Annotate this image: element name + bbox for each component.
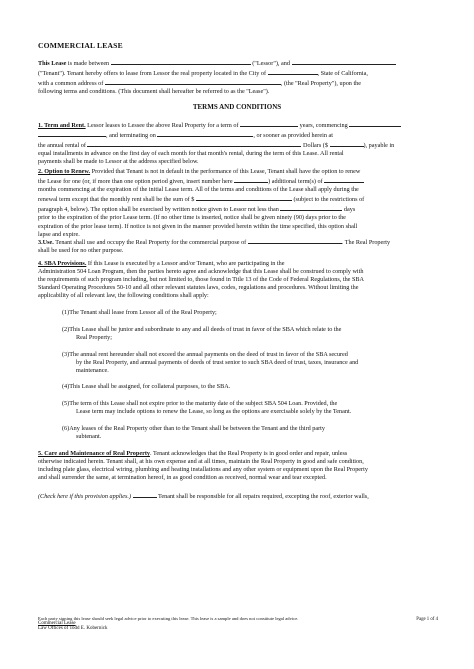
section-5-check-line xyxy=(38,491,440,501)
annual-rent-words-blank[interactable] xyxy=(87,140,301,147)
section-text: renewal term except that the monthly rent shall be the sum of $ xyxy=(38,196,195,204)
terms-heading: TERMS AND CONDITIONS xyxy=(192,103,282,111)
intro-text: ("Tenant"). Tenant hereby offers to lease from Lessor the real property located in the City of xyxy=(38,70,266,78)
section-text: payments shall be made to Lessor at the address specified below. xyxy=(38,158,199,166)
document-title: COMMERCIAL LEASE xyxy=(38,41,123,50)
section-text: and shall surrender the same, at termination hereof, in as good condition as received, normal wear and tear excepted. xyxy=(38,474,327,482)
section-text: prior to the expiration of the prior Lease term. (If no other time is inserted, notice shall be given ninety (90) days prior to the xyxy=(38,214,346,222)
intro-text: with a common address of xyxy=(38,80,104,88)
section-text: equal installments in advance on the first day of each month for that month's rental, during the term of this Lease. All rental xyxy=(38,150,344,158)
list-item: (2)This Lease shall be junior and subordinate to any and all deeds of trust in favor of the SBA which relate to the xyxy=(62,326,342,333)
address-blank[interactable] xyxy=(105,78,281,85)
sba-condition-1 xyxy=(62,309,440,317)
section-text: applicability of all relevant law, the following conditions shall apply: xyxy=(38,292,209,300)
list-item: (5)The term of this Lease shall not expire prior to the maturity date of the subject SBA 504 Loan. Provided, the xyxy=(62,400,338,407)
list-item-continued: Lease term may include options to renew the Lease, so long as the options are exercisable solely by the Tenant. xyxy=(76,408,352,416)
notice-days-blank[interactable] xyxy=(280,204,342,211)
list-item-continued: by the Real Property, and annual payments of deeds of trust senior to such SBA deed of trust, taxes, insurance and xyxy=(76,359,359,367)
sba-condition-6 xyxy=(62,425,440,441)
section-text: the Lease for one (or, if more than one option period given, insert number here xyxy=(38,178,233,186)
section-5 xyxy=(38,450,440,482)
lessor-blank[interactable] xyxy=(111,58,251,65)
list-item: (3)The annual rent hereunder shall not exceed the annual payments on the deed of trust in favor of the SBA secured xyxy=(62,351,348,358)
section-text: days xyxy=(343,206,356,214)
list-item: (4)This Lease shall be assigned, for collateral purposes, to the SBA. xyxy=(62,383,231,390)
section-text: months commencing at the expiration of the initial Lease term. All of the terms and conditions of the Lease shall apply during the xyxy=(38,186,359,194)
section-3 xyxy=(38,237,440,255)
intro-text: is made between xyxy=(66,60,110,67)
section-text: paragraph 4, below). The option shall be exercised by written notice given to Lessor not less than xyxy=(38,206,279,214)
section-1 xyxy=(38,120,440,166)
option-count-blank[interactable] xyxy=(234,176,268,183)
section-text: the requirements of such program including, but not limited to, those found in Title 13 of the Code of Federal Regulations, the SBA xyxy=(38,276,365,284)
section-text: . The Real Property xyxy=(341,239,391,246)
intro-paragraph xyxy=(38,58,440,96)
intro-text: , (the "Real Property"), upon the xyxy=(280,80,362,88)
section-text: Tenant shall be responsible for all repairs required, excepting the roof, exterior walls, xyxy=(158,493,369,500)
section-3-heading: 3.Use. xyxy=(38,239,54,246)
section-text: years, commencing xyxy=(299,122,348,129)
section-text: ), payable in xyxy=(363,142,395,150)
sba-condition-5 xyxy=(62,400,440,416)
section-text: If this Lease is executed by a Lessor and/or Tenant, who are participating in the xyxy=(86,260,285,267)
intro-text: , State of California, xyxy=(317,70,368,78)
list-item-continued: subtenant. xyxy=(76,433,102,441)
section-text: Provided that Tenant is not in default in the performance of this Lease, Tenant shall have the option to renew xyxy=(90,168,361,175)
city-blank[interactable] xyxy=(268,68,318,75)
section-text: Tenant shall use and occupy the Real Property for the commercial purpose of xyxy=(53,239,247,246)
tenant-blank[interactable] xyxy=(292,58,396,65)
section-text: shall be used for no other purpose. xyxy=(38,247,124,255)
annual-rent-amount-blank[interactable] xyxy=(330,140,364,147)
section-5-heading: 5. Care and Maintenance of Real Property xyxy=(38,450,150,457)
list-item: (6)Any leases of the Real Property other than to the Tenant shall be between the Tenant and the third party xyxy=(62,425,325,432)
footer xyxy=(38,616,440,632)
sba-condition-2 xyxy=(62,326,440,342)
section-text: Standard Operating Procedures 50-10 and all other relevant statutes laws, codes, regulations and procedures. Without limiting the xyxy=(38,284,359,292)
footer-note: Each party signing this lease should seek legal advice prior to executing this lease. This lease is a sample and does not constitute legal advice. xyxy=(38,616,299,621)
page-number: Page 1 of 4 xyxy=(416,617,438,622)
footer-law-office: Law Offices of Todd E. Kobernick xyxy=(38,626,108,632)
section-text: ) additional term(s) of xyxy=(268,178,323,186)
section-text: lapse and expire. xyxy=(38,230,80,238)
list-item-continued: Real Property; xyxy=(76,334,112,342)
intro-text: ("Lessor"), and xyxy=(252,60,290,67)
section-text: expiration of the prior lease term). If notice is not given in the manner provided herein within the time specified, this option shall xyxy=(38,222,358,230)
section-text: Administration 504 Loan Program, then the parties hereto agree and acknowledge that this Lease shall be construed to comply with xyxy=(38,268,364,276)
section-text: (subject to the restrictions of xyxy=(293,196,365,204)
section-text: Dollars ($ xyxy=(303,142,328,150)
commencing-blank[interactable] xyxy=(349,120,401,127)
section-2-heading: 2. Option to Renew. xyxy=(38,168,91,175)
section-text: , and terminating on xyxy=(106,132,156,140)
section-text: otherwise indicated herein. Tenant shall, at his own expense and at all times, maintain the Real Property in good and safe condition, xyxy=(38,458,364,466)
list-item-continued: maintenance. xyxy=(76,367,109,375)
section-2 xyxy=(38,168,440,239)
footer-doc-name: Commercial Lease xyxy=(38,621,76,627)
section-1-heading: 1. Term and Rent. xyxy=(38,122,86,129)
check-here-text: (Check here if this provision applies.) xyxy=(38,493,132,500)
sba-condition-3 xyxy=(62,351,440,375)
intro-text: following terms and conditions. (This document shall hereafter be referred to as the "Lease"). xyxy=(38,88,270,96)
commencing-date-blank[interactable] xyxy=(38,130,106,137)
section-text: . Tenant acknowledges that the Real Property is in good order and repair, unless xyxy=(150,450,348,457)
additional-term-blank[interactable] xyxy=(324,176,364,183)
section-text: , or sooner as provided herein at xyxy=(253,132,333,140)
intro-lead: This Lease xyxy=(38,60,67,67)
section-text: the annual rental of xyxy=(38,142,86,150)
sba-condition-4 xyxy=(62,383,440,391)
check-here-blank[interactable] xyxy=(133,491,157,498)
terminating-date-blank[interactable] xyxy=(157,130,253,137)
commercial-purpose-blank[interactable] xyxy=(248,237,342,244)
section-text: including plate glass, electrical wiring, plumbing and heating installations and any other system or equipment upon the Real Property xyxy=(38,466,368,474)
section-text: Lessor leases to Lessee the above Real Property for a term of xyxy=(85,122,239,129)
list-item: (1)The Tenant shall lease from Lessor all of the Real Property; xyxy=(62,309,217,316)
renewal-rent-blank[interactable] xyxy=(196,194,292,201)
section-4 xyxy=(38,260,440,300)
term-years-blank[interactable] xyxy=(240,120,298,127)
section-4-heading: 4. SBA Provisions. xyxy=(38,260,87,267)
